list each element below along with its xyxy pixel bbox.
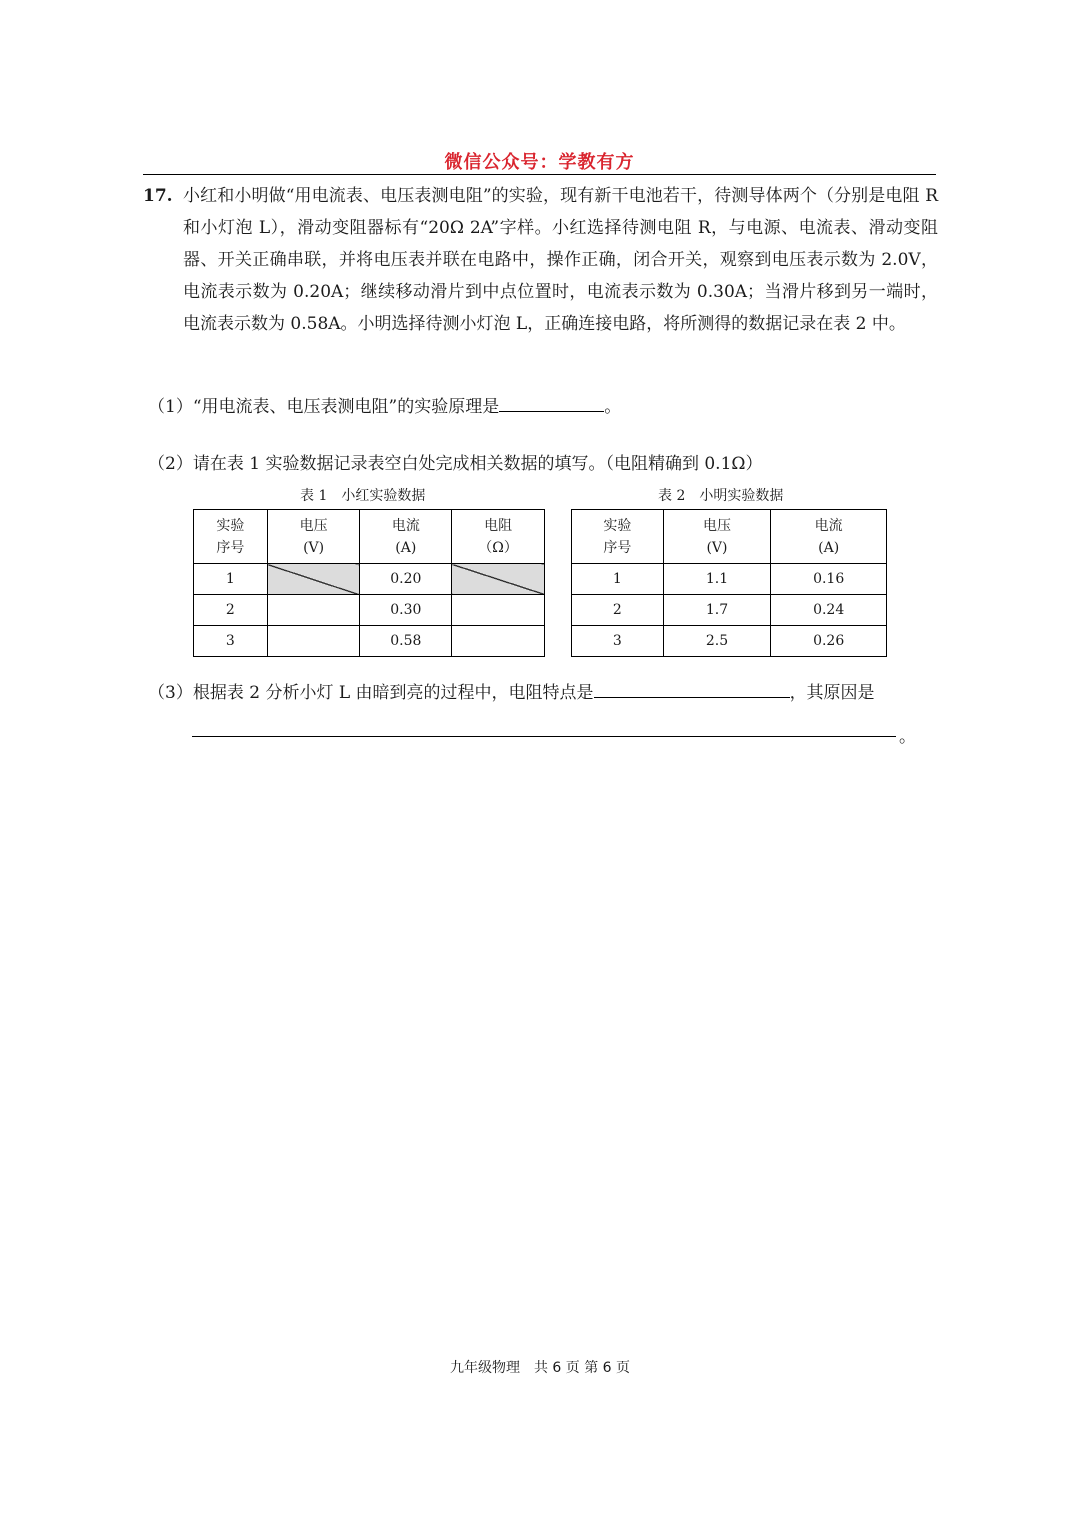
table-1-header-cell: 电流 (A) xyxy=(360,510,452,564)
table-2-header-row xyxy=(572,510,887,564)
table-1 xyxy=(193,509,545,657)
table-2-cell-no: 2 xyxy=(572,595,664,626)
table-1-blank-resistance[interactable] xyxy=(452,595,545,626)
part-1-answer-blank[interactable] xyxy=(499,393,604,412)
table-row xyxy=(572,626,887,657)
table-2-cell-voltage: 2.5 xyxy=(663,626,771,657)
part-3 xyxy=(148,679,875,706)
table-2-cell-voltage: 1.1 xyxy=(663,564,771,595)
table-2-cell-current: 0.24 xyxy=(771,595,887,626)
table-2-cell-no: 1 xyxy=(572,564,664,595)
table-1-hatched-cell xyxy=(452,564,545,595)
question-number: 17. xyxy=(143,186,173,206)
table-1-cell-no: 1 xyxy=(194,564,268,595)
question-stem: 小红和小明做“用电流表、电压表测电阻”的实验，现有新干电池若干，待测导体两个（分别是电阻 R 和小灯泡 L），滑动变阻器标有“20Ω 2A”字样。小红选择待测电阻 R，与电源、电流表、滑动变阻器、开关正确串联，并将电压表并联在电路中，操作正确，闭合开关，观察到电压表示数为 2.0V，电流表示数为 0.20A；继续移动滑片到中点位置时，电流表示数为 0.30A；当滑片移到另一端时，电流表示数为 0.58A。小明选择待测小灯泡 L，正确连接电路，将所测得的数据记录在表 2 中。 xyxy=(183,186,938,334)
table-2-header-cell: 实验 序号 xyxy=(572,510,664,564)
table-1-hatched-cell xyxy=(267,564,360,595)
table-1-blank-voltage[interactable] xyxy=(267,626,360,657)
part-2-text: 请在表 1 实验数据记录表空白处完成相关数据的填写。（电阻精确到 0.1Ω） xyxy=(192,454,763,474)
table-2-header-cell: 电流 (A) xyxy=(771,510,887,564)
part-3-end: 。 xyxy=(899,727,916,747)
table-1-header-cell: 电阻 （Ω） xyxy=(452,510,545,564)
part-1 xyxy=(148,393,621,420)
table-1-caption: 表 1 小红实验数据 xyxy=(300,488,426,504)
table-row xyxy=(194,564,545,595)
table-2-cell-no: 3 xyxy=(572,626,664,657)
header-divider xyxy=(143,174,936,175)
table-2-header-cell: 电压 (V) xyxy=(663,510,771,564)
table-2-cell-current: 0.26 xyxy=(771,626,887,657)
table-row xyxy=(572,564,887,595)
part-1-end: 。 xyxy=(604,397,622,417)
question-text xyxy=(183,180,938,340)
table-1-header-row xyxy=(194,510,545,564)
table-row xyxy=(194,595,545,626)
part-3-mid: ，其原因是 xyxy=(789,683,875,703)
part-1-label: （1） xyxy=(148,397,193,417)
part-2-label: （2） xyxy=(148,454,193,474)
part-3-label: （3） xyxy=(148,683,193,703)
table-2-cell-current: 0.16 xyxy=(771,564,887,595)
table-1-header-cell: 电压 (V) xyxy=(267,510,360,564)
part-1-text: “用电流表、电压表测电阻”的实验原理是 xyxy=(192,397,500,417)
part-3-answer-blank[interactable] xyxy=(594,679,790,698)
part-3-reason-blank[interactable] xyxy=(192,736,896,737)
table-2-caption: 表 2 小明实验数据 xyxy=(658,488,784,504)
table-1-cell-current: 0.30 xyxy=(360,595,452,626)
page-footer: 九年级物理 共 6 页 第 6 页 xyxy=(449,1360,631,1376)
table-row xyxy=(194,626,545,657)
table-1-blank-voltage[interactable] xyxy=(267,595,360,626)
table-1-cell-no: 3 xyxy=(194,626,268,657)
table-1-cell-current: 0.20 xyxy=(360,564,452,595)
table-row xyxy=(572,595,887,626)
table-1-blank-resistance[interactable] xyxy=(452,626,545,657)
table-1-cell-current: 0.58 xyxy=(360,626,452,657)
table-1-header-cell: 实验 序号 xyxy=(194,510,268,564)
table-2-cell-voltage: 1.7 xyxy=(663,595,771,626)
table-1-cell-no: 2 xyxy=(194,595,268,626)
part-3-text: 根据表 2 分析小灯 L 由暗到亮的过程中，电阻特点是 xyxy=(192,683,594,703)
page-header-title: 微信公众号：学教有方 xyxy=(444,152,635,173)
part-2 xyxy=(148,451,763,477)
table-2 xyxy=(571,509,887,657)
